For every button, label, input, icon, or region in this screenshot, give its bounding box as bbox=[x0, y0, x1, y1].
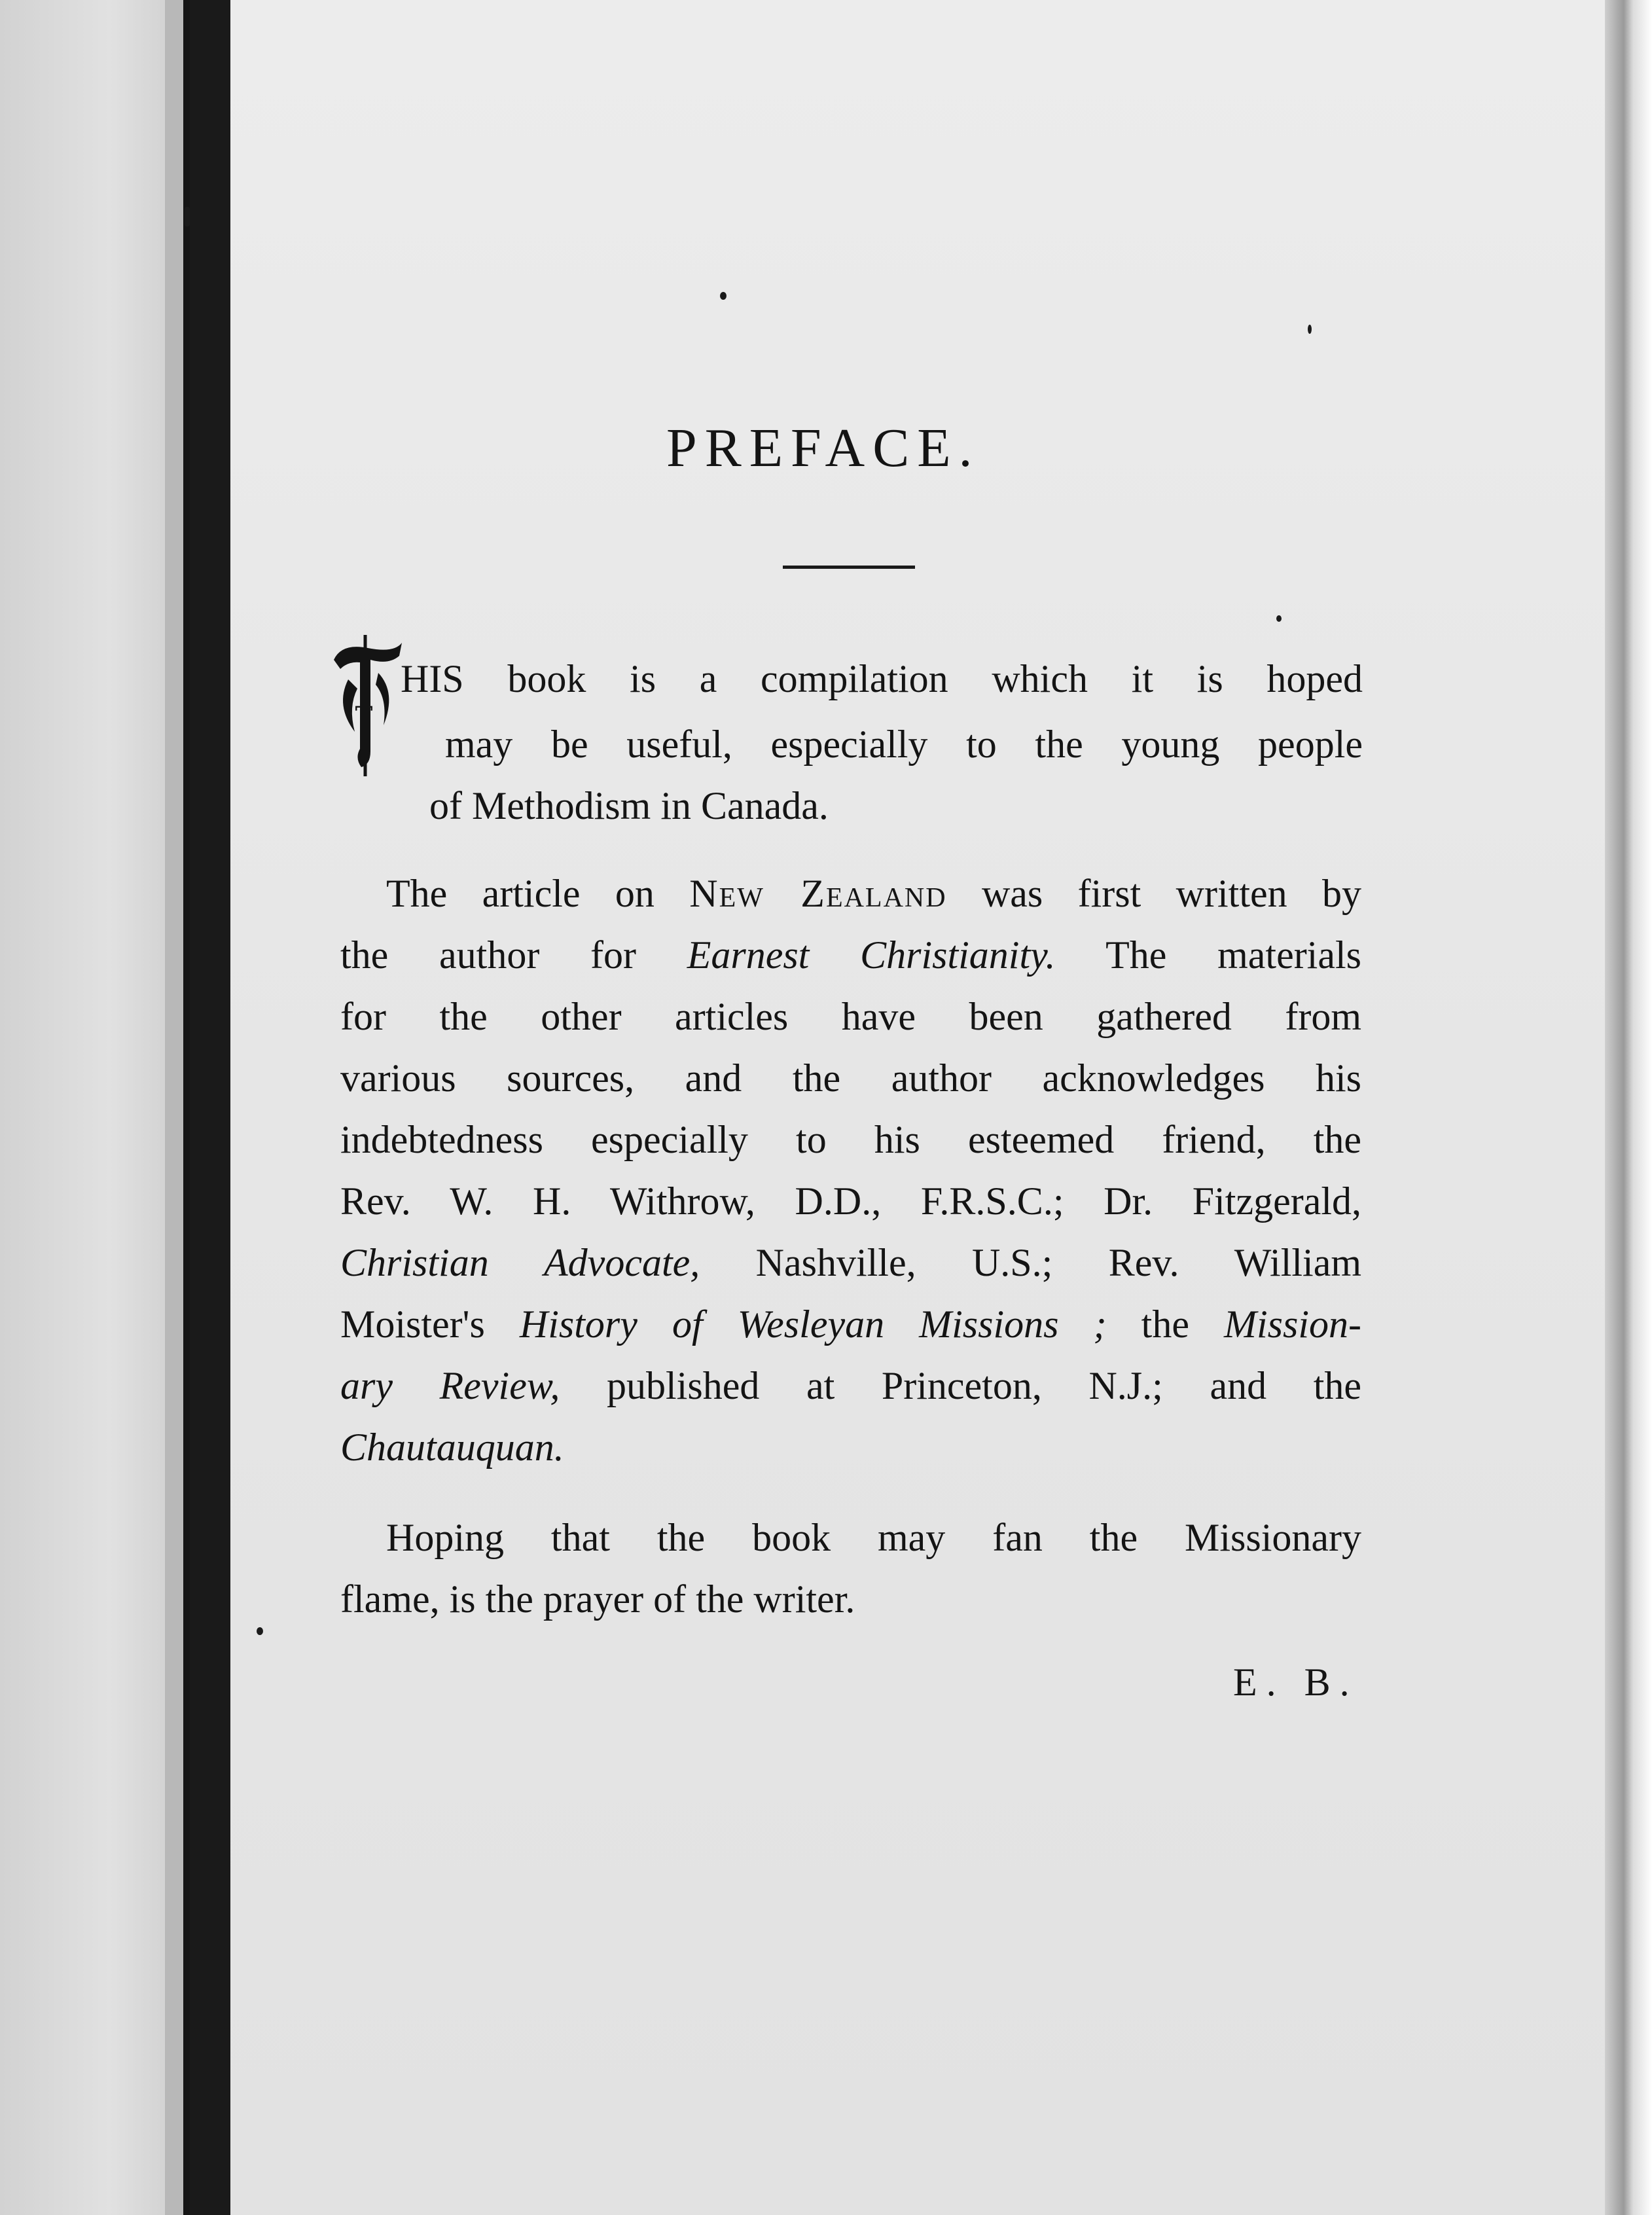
facing-page-edge bbox=[0, 0, 183, 2215]
paragraph-2-line-6: Rev. W. H. Withrow, D.D., F.R.S.C.; Dr. Fitzgerald, bbox=[340, 1180, 1361, 1223]
paragraph-2-line-3: for the other articles have been gathered from bbox=[340, 995, 1361, 1038]
author-initials: E. B. bbox=[1233, 1661, 1359, 1704]
paragraph-2-line-5: indebtedness especially to his esteemed friend, the bbox=[340, 1118, 1361, 1161]
page-right-edge bbox=[1605, 0, 1652, 2215]
paragraph-2-line-2: the author for Earnest Christianity. The materials bbox=[340, 933, 1362, 977]
book-gutter bbox=[190, 0, 230, 2215]
scan-speck bbox=[257, 1627, 263, 1635]
paragraph-2-line-1: The article on New Zealand was first written by bbox=[386, 872, 1361, 915]
drop-cap-letter: T bbox=[355, 702, 373, 732]
paragraph-1-line-3: of Methodism in Canada. bbox=[429, 784, 829, 827]
scan-speck bbox=[185, 207, 190, 226]
paragraph-3-line-2: flame, is the prayer of the writer. bbox=[340, 1577, 855, 1621]
paragraph-2-line-7: Christian Advocate, Nashville, U.S.; Rev. William bbox=[340, 1241, 1361, 1284]
paragraph-3 bbox=[340, 1507, 1361, 1630]
paragraph-1-line-2 bbox=[445, 713, 1363, 775]
paragraph-2-line-9: ary Review, published at Princeton, N.J.; and the bbox=[340, 1364, 1361, 1407]
ornamental-drop-cap bbox=[329, 634, 407, 778]
paragraph-2-line-10: Chautauquan. bbox=[340, 1426, 564, 1469]
paragraph-2-line-8: Moister's History of Wesleyan Missions ; the Mission- bbox=[340, 1303, 1362, 1346]
scan-speck bbox=[720, 292, 727, 300]
scan-speck bbox=[1276, 615, 1282, 622]
paragraph-2 bbox=[340, 863, 1361, 1478]
facing-page-shadow bbox=[165, 0, 183, 2215]
paragraph-3-line-1: Hoping that the book may fan the Missionary bbox=[386, 1516, 1361, 1559]
paragraph-1-line-2-text: may be useful, especially to the young people bbox=[445, 723, 1363, 766]
scan-speck bbox=[1308, 325, 1312, 334]
paragraph-2-line-4: various sources, and the author acknowledges his bbox=[340, 1056, 1361, 1100]
paragraph-1-line-1 bbox=[401, 648, 1363, 710]
page-title: PREFACE. bbox=[666, 418, 980, 478]
title-rule bbox=[783, 566, 915, 569]
paragraph-1-line-1-text: HIS book is a compilation which it is hoped bbox=[401, 657, 1363, 700]
